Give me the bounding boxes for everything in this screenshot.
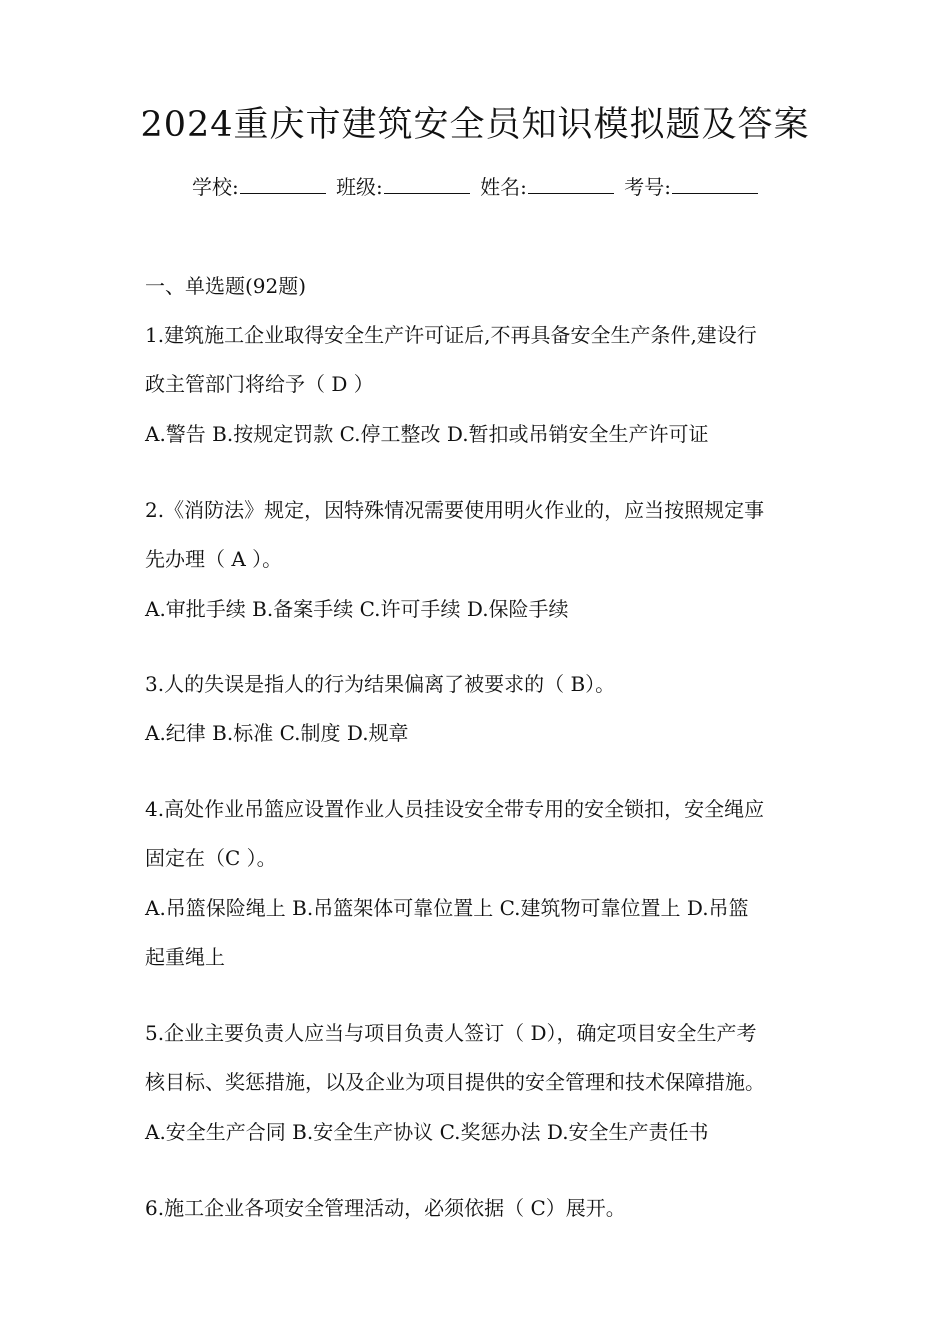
question-4-stem-line-2: 固定在（C ）。 [145, 846, 277, 870]
info-label-class: 班级: [336, 175, 383, 199]
question-1-stem-line-1: 1.建筑施工企业取得安全生产许可证后,不再具备安全生产条件,建设行 [145, 323, 757, 347]
info-label-exam-number: 考号: [624, 175, 672, 199]
name-blank[interactable] [528, 171, 614, 194]
question-5-stem-line-2: 核目标、奖惩措施，以及企业为项目提供的安全管理和技术保障措施。 [145, 1070, 765, 1094]
class-blank[interactable] [384, 171, 470, 194]
question-1-options: A.警告 B.按规定罚款 C.停工整改 D.暂扣或吊销安全生产许可证 [145, 422, 709, 446]
question-2-stem-line-1: 2.《消防法》规定，因特殊情况需要使用明火作业的，应当按照规定事 [145, 498, 765, 522]
document-title: 2024重庆市建筑安全员知识模拟题及答案 [140, 105, 810, 145]
question-3-options: A.纪律 B.标准 C.制度 D.规章 [145, 721, 409, 745]
info-field-school [192, 175, 326, 199]
school-blank[interactable] [240, 171, 326, 194]
info-label-name: 姓名: [480, 175, 527, 199]
question-5-options: A.安全生产合同 B.安全生产协议 C.奖惩办法 D.安全生产责任书 [145, 1120, 709, 1144]
info-field-class [336, 175, 470, 199]
question-1-stem-line-2: 政主管部门将给予（ D ） [145, 372, 374, 396]
info-field-name [480, 175, 614, 199]
question-3-stem-line-1: 3.人的失误是指人的行为结果偏离了被要求的（ B）。 [145, 672, 616, 696]
info-field-exam-number [624, 175, 758, 199]
question-4-options-line-2: 起重绳上 [145, 945, 225, 969]
student-info-row [0, 170, 950, 204]
question-4-stem-line-1: 4.高处作业吊篮应设置作业人员挂设安全带专用的安全锁扣，安全绳应 [145, 797, 765, 821]
question-5-stem-line-1: 5.企业主要负责人应当与项目负责人签订（ D），确定项目安全生产考 [145, 1021, 757, 1045]
info-label-school: 学校: [191, 175, 239, 199]
question-2-stem-line-2: 先办理（ A ）。 [145, 547, 283, 571]
question-4-options-line-1: A.吊篮保险绳上 B.吊篮架体可靠位置上 C.建筑物可靠位置上 D.吊篮 [145, 896, 749, 920]
exam-number-blank[interactable] [672, 171, 758, 194]
section-heading: 一、单选题(92题) [145, 274, 307, 298]
question-2-options: A.审批手续 B.备案手续 C.许可手续 D.保险手续 [145, 597, 569, 621]
question-6-stem-line-1: 6.施工企业各项安全管理活动，必须依据（ C）展开。 [145, 1196, 626, 1220]
